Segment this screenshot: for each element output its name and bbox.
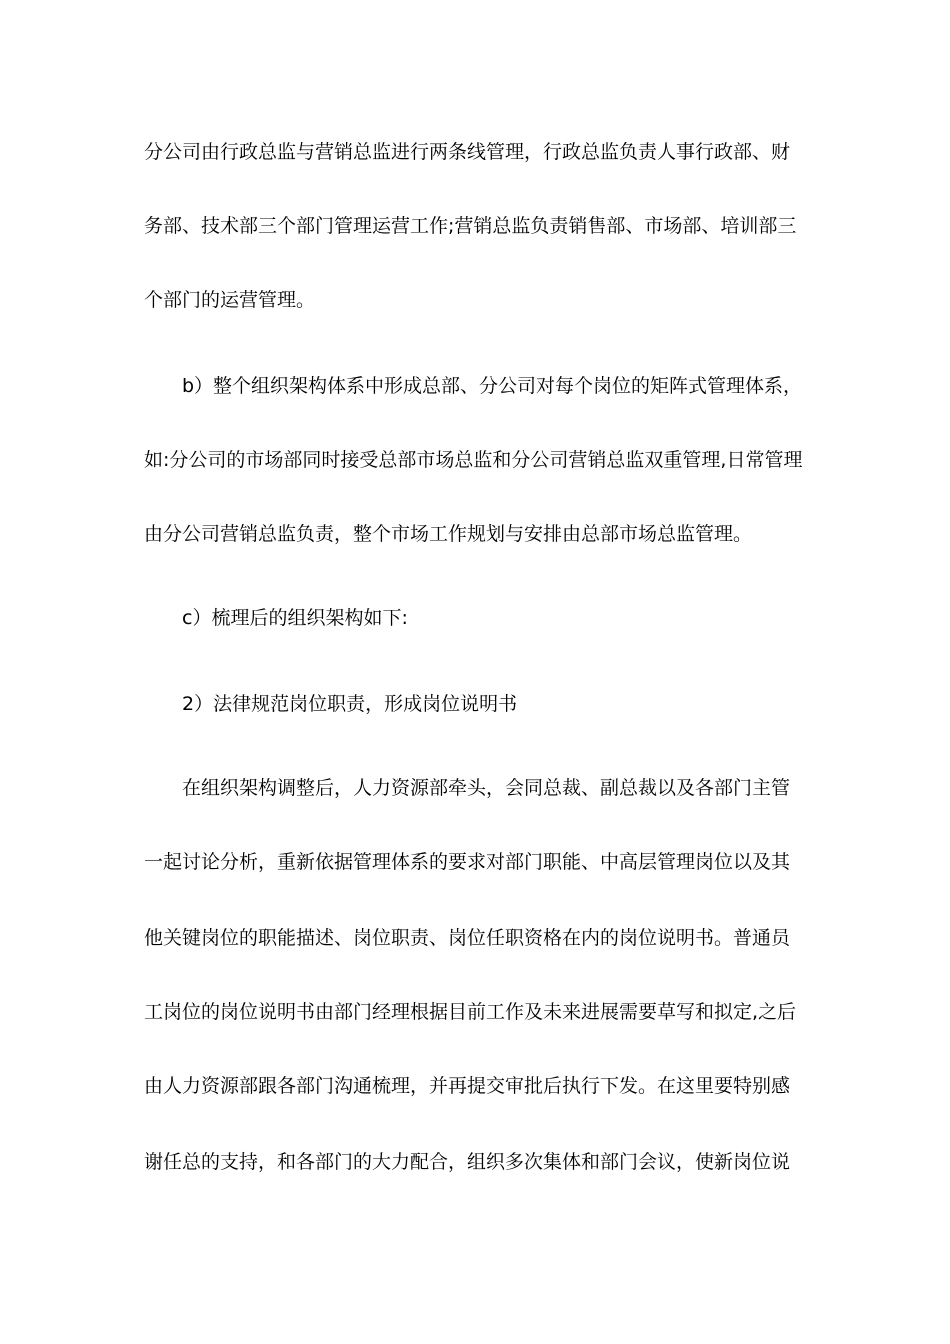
paragraph-line: 一起讨论分析，重新依据管理体系的要求对部门职能、中高层管理岗位以及其 (144, 851, 791, 873)
paragraph-line: 他关键岗位的职能描述、岗位职责、岗位任职资格在内的岗位说明书。普通员 (144, 927, 791, 949)
paragraph-line: 由人力资源部跟各部门沟通梳理，并再提交审批后执行下发。在这里要特别感 (144, 1075, 791, 1097)
paragraph-line: 分公司由行政总监与营销总监进行两条线管理，行政总监负责人事行政部、财 (144, 141, 791, 163)
paragraph-line: 个部门的运营管理。 (144, 289, 316, 311)
paragraph-line: 工岗位的岗位说明书由部门经理根据目前工作及未来进展需要草写和拟定,之后 (144, 1001, 797, 1023)
paragraph-line: c）梳理后的组织架构如下: (182, 607, 408, 629)
section-heading: 2）法律规范岗位职责，形成岗位说明书 (182, 693, 518, 715)
paragraph-line: 务部、技术部三个部门管理运营工作;营销总监负责销售部、市场部、培训部三 (144, 215, 797, 237)
paragraph-line: 谢任总的支持，和各部门的大力配合，组织多次集体和部门会议，使新岗位说 (144, 1151, 791, 1173)
paragraph-line: 如:分公司的市场部同时接受总部市场总监和分公司营销总监双重管理,日常管理 (144, 449, 803, 471)
paragraph-line: 在组织架构调整后，人力资源部牵头，会同总裁、副总裁以及各部门主管 (182, 777, 791, 799)
paragraph-line: b）整个组织架构体系中形成总部、分公司对每个岗位的矩阵式管理体系， (182, 375, 803, 397)
paragraph-line: 由分公司营销总监负责，整个市场工作规划与安排由总部市场总监管理。 (144, 523, 753, 545)
